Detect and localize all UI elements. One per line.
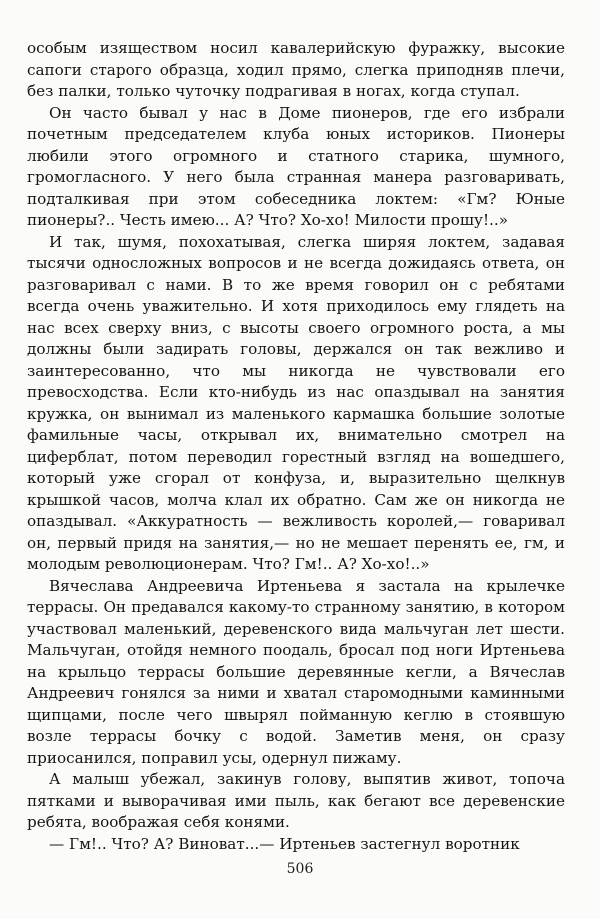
paragraph-1: особым изяществом носил кавалерийскую фуражку, высокие сапоги старого образца, ходил прямо, слегка приподняв плечи, без палки, только чуточку подрагивая в ногах, когда ступал. [27,39,565,100]
paragraph-4: Вячеслава Андреевича Иртеньева я застала на крылечке террасы. Он предавался какому-то странному занятию, в котором участвовал маленький, деревенского вида мальчуган лет шести. Мальчуган, отойдя немного поодаль, бросал под ноги Иртеньева на крыльцо террасы большие деревянные кегли, а Вячеслав Андреевич гонялся за ними и хватал старомодными каминными щипцами, после чего швырял пойманную кеглю в стоявшую возле террасы бочку с водой. Заметив меня, он сразу приосанился, поправил усы, одернул пижаму. [27,576,565,767]
paragraph-5: А малыш убежал, закинув голову, выпятив живот, топоча пятками и выворачивая ими пыль, как бегают все деревенские ребята, воображая себя конями. [27,770,565,831]
paragraph-3: И так, шумя, похохатывая, слегка ширяя локтем, задавая тысячи односложных вопросов и не всегда дожидаясь ответа, он разговаривал с нами. В то же время говорил он с ребятами всегда очень уважительно. И хотя приходилось ему глядеть на нас всех сверху вниз, с высоты своего огромного роста, а мы должны были задирать головы, держался он так вежливо и заинтересованно, что мы никогда не чувствовали его превосходства. Если кто-нибудь из нас опаздывал на занятия кружка, он вынимал из маленького кармашка большие золотые фамильные часы, открывал их, внимательно смотрел на циферблат, потом переводил горестный взгляд на вошедшего, который уже сгорал от конфуза, и, выразительно щелкнув крышкой часов, молча клал их обратно. Сам же он никогда не опаздывал. «Аккуратность — вежливость королей,— говаривал он, первый придя на занятия,— но не мешает перенять ее, гм, и молодым революционерам. Что? Гм!.. А? Хо-хо!..» [27,232,565,573]
page-number: 506 [286,861,314,877]
paragraph-2: Он часто бывал у нас в Доме пионеров, где его избрали почетным председателем клуба юных историков. Пионеры любили этого огромного и статного старика, шумного, громогласного. У него была странная манера разговаривать, подталкивая при этом собеседника локтем: «Гм? Юные пионеры?.. Честь имею... А? Что? Хо-хо! Милости прошу!..» [27,103,565,229]
paragraph-6: — Гм!.. Что? А? Виноват...— Иртеньев застегнул воротник [49,834,520,853]
body-text [27,38,565,855]
